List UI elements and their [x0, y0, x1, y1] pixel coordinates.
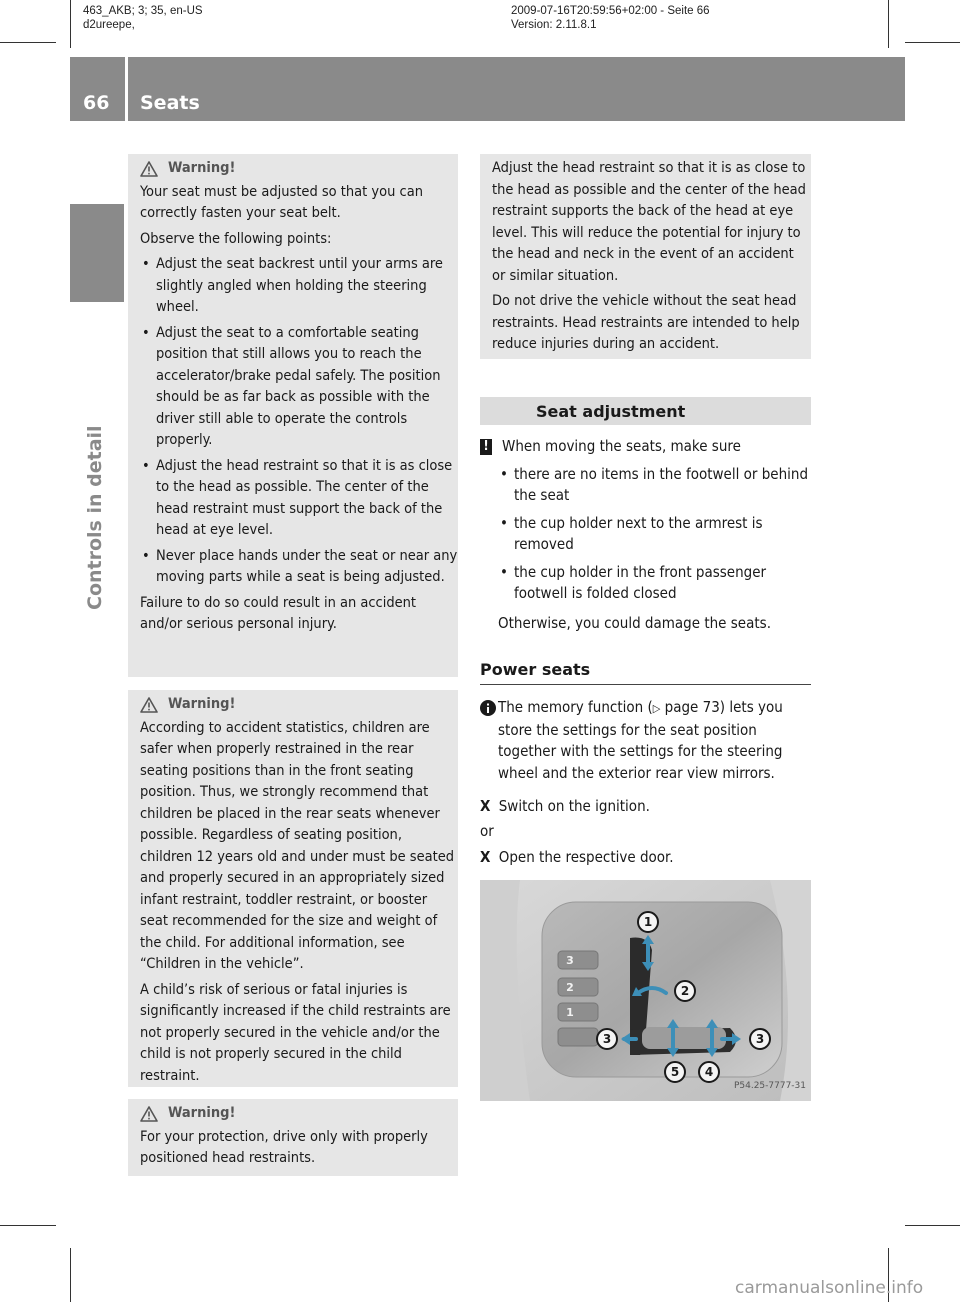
warning-box-children: [128, 690, 458, 1087]
bullet-item: • Adjust the head restraint so that it is as close to the head as possible. The center of the head restraint must support the back of the head at eye level.: [142, 457, 453, 538]
head-restraint-info-box: [480, 154, 811, 359]
notice-icon: !: [480, 439, 492, 455]
step-arrow-icon: X: [480, 797, 491, 815]
bullet-item: • Adjust the seat to a comfortable seating position that still allows you to reach the accelerator/brake pedal safely. The position should be as far back as possible with the driver still able to operate the controls properly.: [142, 324, 441, 448]
seat-controls-figure: [480, 880, 811, 1101]
bullet-item: • the cup holder next to the armrest is removed: [500, 513, 763, 553]
warning-observe: Observe the following points:: [140, 230, 332, 247]
bullet-text: the cup holder next to the armrest is removed: [514, 513, 763, 553]
step-text: Open the respective door.: [498, 848, 674, 866]
side-tab-marker: [70, 204, 124, 302]
warning-heading: [140, 1103, 458, 1125]
callout-3-right: 3: [755, 1032, 765, 1046]
callout-4: 4: [704, 1065, 714, 1079]
warning-heading: [140, 158, 458, 180]
bullet-item: • Never place hands under the seat or near any moving parts while a seat is being adjusted.: [142, 547, 458, 585]
crop-mark: [70, 1248, 71, 1302]
callout-3-left: 3: [602, 1032, 612, 1046]
or-text: or: [480, 822, 494, 840]
bullet-text: Adjust the seat to a comfortable seating position that still allows you to reach the accelerator/brake pedal safely. The position should be as far back as possible with the driver still able to operate the controls properly.: [156, 324, 441, 448]
page-ref-arrow-icon: ▷: [652, 702, 661, 715]
bullet-text: there are no items in the footwell or behind the seat: [514, 464, 809, 504]
callout-5: 5: [670, 1065, 680, 1079]
header-divider: [125, 57, 128, 121]
print-meta-right: [511, 4, 710, 32]
print-meta-left: [83, 4, 203, 32]
heading-rule: [480, 684, 811, 685]
page-title: Seats: [140, 92, 200, 114]
warning-box-head-restraints: [128, 1099, 458, 1176]
meta-line: 2009-07-16T20:59:56+02:00 - Seite 66: [511, 5, 710, 17]
info-text-b: page 73) lets you store the settings for the seat position together with the settings for the steering wheel and the exterior rear view mirrors.: [498, 698, 783, 782]
info-text-a: The memory function (: [498, 698, 653, 716]
notice-block: [480, 436, 811, 634]
crop-mark: [905, 42, 960, 43]
side-label: Controls in detail: [84, 425, 106, 610]
bullet-item: • Adjust the seat backrest until your arms are slightly angled when holding the steering wheel.: [142, 256, 443, 315]
info-icon: [480, 700, 496, 716]
section-title: Seat adjustment: [536, 402, 686, 421]
crop-mark: [0, 42, 56, 43]
figure-code: P54.25-7777-31: [733, 1081, 806, 1091]
step-text: Switch on the ignition.: [498, 797, 650, 815]
warning-label: Warning!: [168, 1105, 236, 1121]
step-item: [480, 847, 673, 869]
notice-intro: When moving the seats, make sure: [502, 437, 741, 455]
power-seats-heading: Power seats: [480, 660, 591, 679]
seat-controls-illustration: [480, 880, 811, 1101]
bullet-text: Never place hands under the seat or near any moving parts while a seat is being adjusted.: [156, 547, 458, 585]
memory-button-3: 3: [566, 954, 574, 967]
warning-triangle-icon: [140, 697, 158, 713]
callout-1: 1: [643, 915, 653, 929]
warning-box-seat-adjust: [128, 154, 458, 677]
info-text: [498, 697, 813, 784]
step-arrow-icon: X: [480, 848, 491, 866]
crop-mark: [0, 1225, 56, 1226]
bullet-text: Adjust the seat backrest until your arms are slightly angled when holding the steering wheel.: [156, 256, 443, 315]
warning-label: Warning!: [168, 160, 236, 176]
page-number: 66: [83, 92, 110, 114]
step-item: [480, 796, 650, 818]
side-label-container: [70, 310, 124, 610]
info-paragraph: Adjust the head restraint so that it is as close to the head as possible and the center of the head restraint supports the back of the head at eye level. This will reduce the potential for injury to the head and neck in the event of an accident or similar situation.: [492, 160, 806, 284]
bullet-text: Adjust the head restraint so that it is as close to the head as possible. The center of the head restraint must support the back of the head at eye level.: [156, 457, 453, 538]
bullet-text: the cup holder in the front passenger footwell is folded closed: [514, 562, 767, 602]
crop-mark: [888, 0, 889, 48]
crop-mark: [70, 0, 71, 48]
warning-triangle-icon: [140, 161, 158, 177]
warning-body: For your protection, drive only with properly positioned head restraints.: [140, 1128, 428, 1166]
bullet-item: • the cup holder in the front passenger footwell is folded closed: [500, 562, 767, 602]
info-line: [480, 697, 815, 784]
warning-body: According to accident statistics, children are safer when properly restrained in the rear seating positions than in the front seating position. Thus, we strongly recommend that children be placed in the rear seats whenever possible. Regardless of seating position, children 12 years old and under must be seated and properly secured in an appropriately sized infant restraint, toddler restraint, or booster seat recommended for the size and weight of the child. For additional information, see “Children in the vehicle”.: [140, 719, 455, 972]
warning-label: Warning!: [168, 696, 236, 712]
warning-heading: [140, 694, 458, 716]
info-note: [480, 697, 815, 784]
info-paragraph: Do not drive the vehicle without the seat head restraints. Head restraints are intended to help reduce injuries during an accident.: [492, 293, 800, 352]
watermark: carmanualsonline.info: [735, 1278, 924, 1298]
crop-mark: [905, 1225, 960, 1226]
memory-button-1: 1: [566, 1006, 574, 1019]
callout-2: 2: [680, 984, 690, 998]
bullet-item: • there are no items in the footwell or behind the seat: [500, 464, 809, 504]
meta-line: 463_AKB; 3; 35, en-US: [83, 5, 203, 17]
warning-closing: Failure to do so could result in an accident and/or serious personal injury.: [140, 594, 417, 632]
meta-line: d2ureepe,: [83, 19, 135, 31]
meta-line: Version: 2.11.8.1: [511, 19, 597, 31]
otherwise-text: Otherwise, you could damage the seats.: [498, 613, 771, 632]
warning-intro: Your seat must be adjusted so that you can correctly fasten your seat belt.: [140, 183, 423, 221]
memory-button-2: 2: [566, 981, 574, 994]
notice-line: [480, 436, 811, 458]
warning-body: A child’s risk of serious or fatal injuries is significantly increased if the child restraints are not properly secured in the vehicle and/or the child is not properly secured in the child restraint.: [140, 981, 451, 1084]
warning-triangle-icon: [140, 1106, 158, 1122]
